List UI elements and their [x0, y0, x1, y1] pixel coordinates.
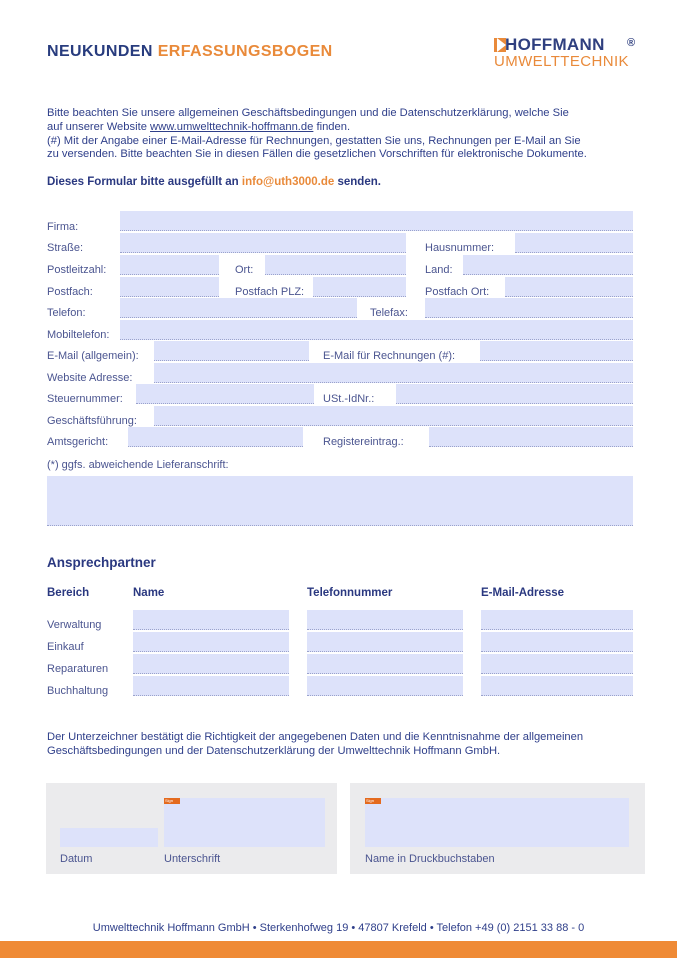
- verwaltung-email-field[interactable]: [481, 610, 633, 630]
- label-ustid: USt.-IdNr.:: [323, 393, 375, 405]
- label-lieferanschrift: (*) ggfs. abweichende Lieferanschrift:: [47, 459, 229, 471]
- label-strasse: Straße:: [47, 242, 84, 254]
- confirmation-line: Geschäftsbedingungen und der Datenschutzerklärung der Umwelttechnik Hoffmann GmbH.: [47, 745, 501, 757]
- confirmation-line: Der Unterzeichner bestätigt die Richtigkeit der angegebenen Daten und die Kenntnisnahme der allgemeinen: [47, 731, 584, 743]
- label-registereintrag: Registereintrag.:: [323, 436, 404, 448]
- label-name-druckbuchstaben: Name in Druckbuchstaben: [365, 853, 495, 865]
- column-header-name: Name: [133, 587, 165, 599]
- sign-here-tag: Sign: [164, 798, 180, 804]
- reparaturen-telefon-field[interactable]: [307, 654, 463, 674]
- label-hausnummer: Hausnummer:: [425, 242, 495, 254]
- intro-text: [47, 107, 647, 162]
- steuernummer-field[interactable]: [136, 384, 314, 404]
- hausnummer-field[interactable]: [515, 233, 633, 253]
- postfach-plz-field[interactable]: [313, 277, 406, 297]
- reparaturen-email-field[interactable]: [481, 654, 633, 674]
- label-postfach-ort: Postfach Ort:: [425, 286, 490, 298]
- reparaturen-name-field[interactable]: [133, 654, 289, 674]
- label-datum: Datum: [60, 853, 93, 865]
- intro-text-fragment: auf unserer Website: [47, 120, 151, 133]
- einkauf-email-field[interactable]: [481, 632, 633, 652]
- intro-text-fragment: finden.: [313, 120, 351, 133]
- label-website: Website Adresse:: [47, 372, 133, 384]
- label-land: Land:: [425, 264, 453, 276]
- email-rechnungen-field[interactable]: [480, 341, 633, 361]
- intro-line: (#) Mit der Angabe einer E-Mail-Adresse für Rechnungen, gestatten Sie uns, Rechnungen per E-Mail an Sie: [47, 134, 581, 147]
- row-label-reparaturen: Reparaturen: [47, 663, 109, 675]
- name-druckbuchstaben-field[interactable]: [365, 798, 629, 847]
- postleitzahl-field[interactable]: [120, 255, 219, 275]
- row-label-verwaltung: Verwaltung: [47, 619, 102, 631]
- company-logo: [494, 37, 644, 71]
- postfach-field[interactable]: [120, 277, 219, 297]
- label-mobiltelefon: Mobiltelefon:: [47, 329, 110, 341]
- send-instruction: [47, 176, 381, 188]
- verwaltung-name-field[interactable]: [133, 610, 289, 630]
- sign-here-tag: Sign: [365, 798, 381, 804]
- send-email-link[interactable]: info@uth3000.de: [241, 176, 335, 188]
- ort-field[interactable]: [265, 255, 406, 275]
- intro-line: Bitte beachten Sie unsere allgemeinen Geschäftsbedingungen und die Datenschutzerklärung, welche Sie: [47, 107, 569, 119]
- label-ort: Ort:: [235, 264, 254, 276]
- section-title-ansprechpartner: Ansprechpartner: [47, 555, 156, 570]
- label-steuernummer: Steuernummer:: [47, 393, 123, 405]
- email-allgemein-field[interactable]: [154, 341, 309, 361]
- unterschrift-field[interactable]: [164, 798, 325, 847]
- title-part-erfassungsbogen: ERFASSUNGSBOGEN: [157, 43, 333, 60]
- intro-line: zu versenden. Bitte beachten Sie in diesen Fällen die gesetzlichen Vorschriften für elektronische Dokumente.: [47, 148, 587, 161]
- buchhaltung-email-field[interactable]: [481, 676, 633, 696]
- row-label-einkauf: Einkauf: [47, 641, 84, 653]
- label-amtsgericht: Amtsgericht:: [47, 436, 109, 448]
- datum-field[interactable]: [60, 828, 158, 847]
- label-telefax: Telefax:: [370, 307, 408, 319]
- label-geschaeftsfuehrung: Geschäftsführung:: [47, 415, 137, 427]
- verwaltung-telefon-field[interactable]: [307, 610, 463, 630]
- title-part-neukunden: NEUKUNDEN: [47, 43, 153, 60]
- row-label-buchhaltung: Buchhaltung: [47, 685, 109, 697]
- send-prefix: Dieses Formular bitte ausgefüllt an: [47, 176, 242, 188]
- land-field[interactable]: [463, 255, 633, 275]
- label-firma: Firma:: [47, 221, 79, 233]
- lieferanschrift-field[interactable]: [47, 476, 633, 526]
- website-field[interactable]: [154, 363, 633, 383]
- confirmation-text: [47, 730, 657, 758]
- geschaeftsfuehrung-field[interactable]: [154, 406, 633, 426]
- mobiltelefon-field[interactable]: [120, 320, 633, 340]
- send-suffix: senden.: [334, 176, 381, 188]
- column-header-email: E-Mail-Adresse: [481, 587, 565, 599]
- buchhaltung-telefon-field[interactable]: [307, 676, 463, 696]
- registereintrag-field[interactable]: [429, 427, 633, 447]
- strasse-field[interactable]: [120, 233, 406, 253]
- footer-accent-bar: [0, 941, 677, 958]
- label-email-rechnungen: E-Mail für Rechnungen (#):: [323, 350, 456, 362]
- postfach-ort-field[interactable]: [505, 277, 633, 297]
- label-unterschrift: Unterschrift: [164, 853, 221, 865]
- intro-line: [47, 121, 647, 135]
- ustid-field[interactable]: [396, 384, 633, 404]
- label-email-allgemein: E-Mail (allgemein):: [47, 350, 139, 362]
- einkauf-telefon-field[interactable]: [307, 632, 463, 652]
- logo-registered: ®: [627, 37, 636, 49]
- firma-field[interactable]: [120, 211, 633, 231]
- column-header-telefonnummer: Telefonnummer: [307, 587, 393, 599]
- label-telefon: Telefon:: [47, 307, 86, 319]
- einkauf-name-field[interactable]: [133, 632, 289, 652]
- label-postleitzahl: Postleitzahl:: [47, 264, 107, 276]
- buchhaltung-name-field[interactable]: [133, 676, 289, 696]
- label-postfach: Postfach:: [47, 286, 93, 298]
- amtsgericht-field[interactable]: [128, 427, 303, 447]
- telefax-field[interactable]: [425, 298, 633, 318]
- website-link[interactable]: www.umwelttechnik-hoffmann.de: [150, 120, 314, 133]
- page-title: [47, 43, 333, 61]
- footer-address: Umwelttechnik Hoffmann GmbH • Sterkenhofweg 19 • 47807 Krefeld • Telefon +49 (0) 2151 33 88 - 0: [92, 922, 585, 934]
- logo-brand: HOFFMANN: [505, 35, 605, 54]
- label-postfach-plz: Postfach PLZ:: [235, 286, 305, 298]
- telefon-field[interactable]: [120, 298, 357, 318]
- logo-subtitle: UMWELTTECHNIK: [494, 53, 629, 70]
- column-header-bereich: Bereich: [47, 587, 90, 599]
